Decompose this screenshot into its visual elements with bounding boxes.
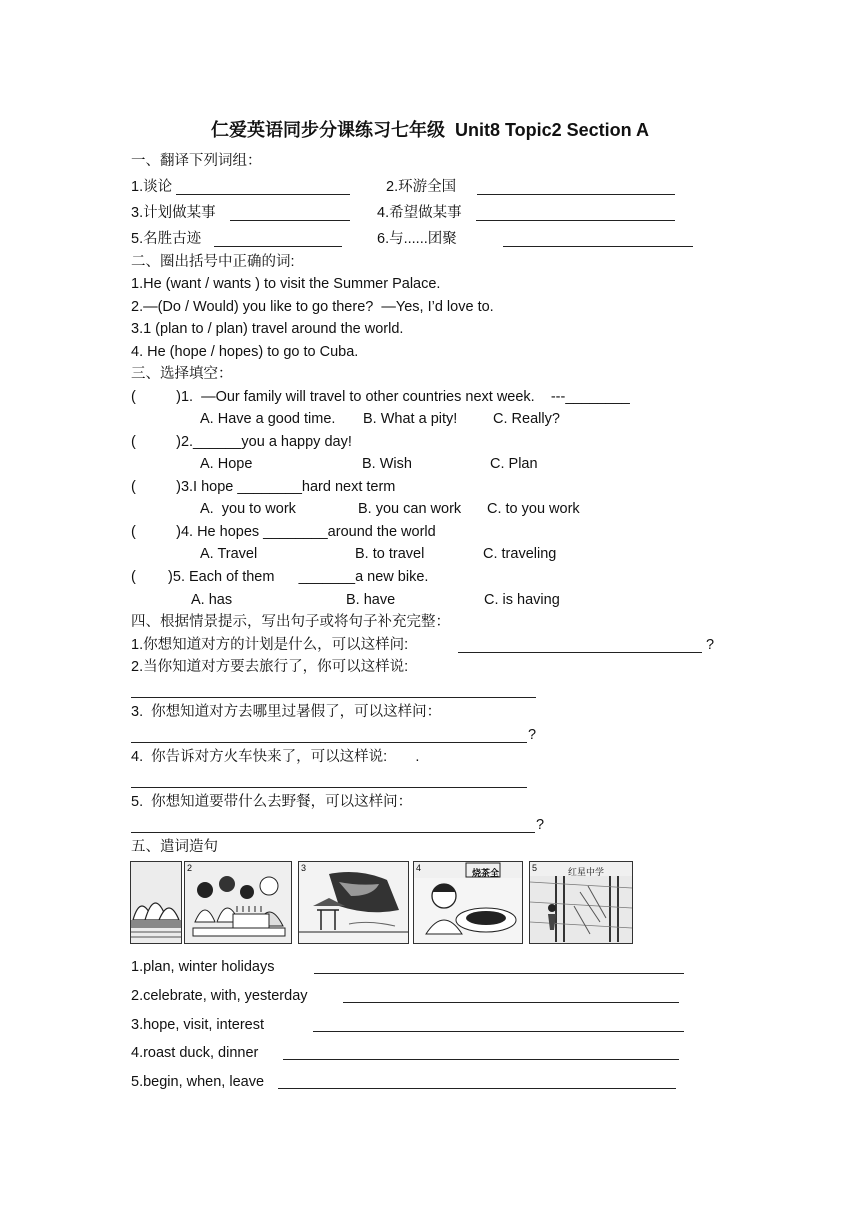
s4-qmark-5: ? [536,817,545,833]
s4-item-4: 4. 你告诉对方火车快来了，可以这样说: . [131,749,420,765]
family-party-icon [185,862,291,943]
section-4-heading: 四、根据情景提示，写出句子或将句子补充完整： [131,614,450,630]
s1-item-3: 3.计划做某事 [131,205,216,221]
picture-number-4: 4 [416,863,422,873]
s5-item-4: 4.roast duck, dinner [131,1045,259,1061]
s3-question-2: ( )2.______you a happy day! [131,434,352,450]
s3-q4-option-c: C. traveling [483,546,557,562]
s3-q3-option-c: C. to you work [487,501,580,517]
s5-blank-5[interactable] [278,1088,676,1089]
s2-item-4: 4. He (hope / hopes) to go to Cuba. [131,344,359,360]
page-title: 仁爱英语同步分课练习七年级 Unit8 Topic2 Section A [210,120,650,140]
s5-blank-2[interactable] [343,1002,679,1003]
restaurant-sign: 烧茶全 [472,869,500,879]
s3-question-5: ( )5. Each of them _______a new bike. [131,569,429,585]
s3-q4-option-b: B. to travel [355,546,425,562]
s3-question-1: ( )1. —Our family will travel to other countries next week. ---________ [131,389,630,405]
picture-number-2: 2 [187,863,193,873]
s5-item-1: 1.plan, winter holidays [131,959,275,975]
roast-duck-dinner-icon [414,862,522,943]
s3-q5-option-a: A. has [191,592,233,608]
s2-item-2: 2.—(Do / Would) you like to go there? —Yes, I’d love to. [131,299,494,315]
section-3-heading: 三、选择填空： [131,366,233,382]
s4-blank-2[interactable] [131,697,536,698]
s3-q2-option-a: A. Hope [200,456,253,472]
landscape-icon [299,862,408,943]
s1-blank-1[interactable] [176,194,350,195]
s1-item-6: 6.与......团聚 [377,231,457,247]
s4-item-1: 1.你想知道对方的计划是什么，可以这样问: [131,637,409,653]
s3-question-4: ( )4. He hopes ________around the world [131,524,436,540]
s5-item-2: 2.celebrate, with, yesterday [131,988,308,1004]
section-5-heading: 五、遣词造句 [131,839,218,855]
picture-4 [413,861,523,944]
s5-item-5: 5.begin, when, leave [131,1074,265,1090]
s3-q4-option-a: A. Travel [200,546,258,562]
s4-item-2: 2.当你知道对方要去旅行了，你可以这样说: [131,659,409,675]
s3-q1-option-b: B. What a pity! [363,411,458,427]
s3-q2-option-b: B. Wish [362,456,412,472]
s4-blank-4[interactable] [131,787,527,788]
picture-number-3: 3 [301,863,307,873]
section-1-heading: 一、翻译下列词组： [131,153,262,169]
s4-item-5: 5. 你想知道要带什么去野餐，可以这样问： [131,794,413,810]
s4-qmark-1: ? [706,637,715,653]
s3-question-3: ( )3.I hope ________hard next term [131,479,396,495]
s2-item-3: 3.1 (plan to / plan) travel around the world. [131,321,404,337]
s2-item-1: 1.He (want / wants ) to visit the Summer Palace. [131,276,441,292]
s1-blank-4[interactable] [476,220,675,221]
s5-blank-1[interactable] [314,973,684,974]
s3-q3-option-b: B. you can work [358,501,462,517]
s3-q5-option-b: B. have [346,592,396,608]
s1-blank-6[interactable] [503,246,693,247]
picture-number-5: 5 [532,863,538,873]
opera-house-icon [131,862,181,943]
picture-1 [130,861,182,944]
s1-blank-3[interactable] [230,220,350,221]
s4-qmark-3: ? [528,727,537,743]
s3-q5-option-c: C. is having [484,592,560,608]
s3-q3-option-a: A. you to work [200,501,296,517]
s3-q1-option-a: A. Have a good time. [200,411,336,427]
s5-blank-3[interactable] [313,1031,684,1032]
picture-2 [184,861,292,944]
s4-item-3: 3. 你想知道对方去哪里过暑假了，可以这样问： [131,704,442,720]
s1-item-1: 1.谈论 [131,179,173,195]
s4-blank-5[interactable] [131,832,535,833]
s1-item-5: 5.名胜古迹 [131,231,202,247]
s4-blank-1[interactable] [458,652,702,653]
school-gate-sign: 红星中学 [568,868,605,878]
s1-blank-5[interactable] [214,246,342,247]
s3-q2-option-c: C. Plan [490,456,538,472]
s3-q1-option-c: C. Really? [493,411,560,427]
s1-blank-2[interactable] [477,194,675,195]
s4-blank-3[interactable] [131,742,527,743]
picture-5 [529,861,633,944]
picture-3 [298,861,409,944]
section-2-heading: 二、圈出括号中正确的词: [131,254,295,270]
s5-item-3: 3.hope, visit, interest [131,1017,264,1033]
s1-item-2: 2.环游全国 [386,179,457,195]
s5-blank-4[interactable] [283,1059,679,1060]
s1-item-4: 4.希望做某事 [377,205,462,221]
